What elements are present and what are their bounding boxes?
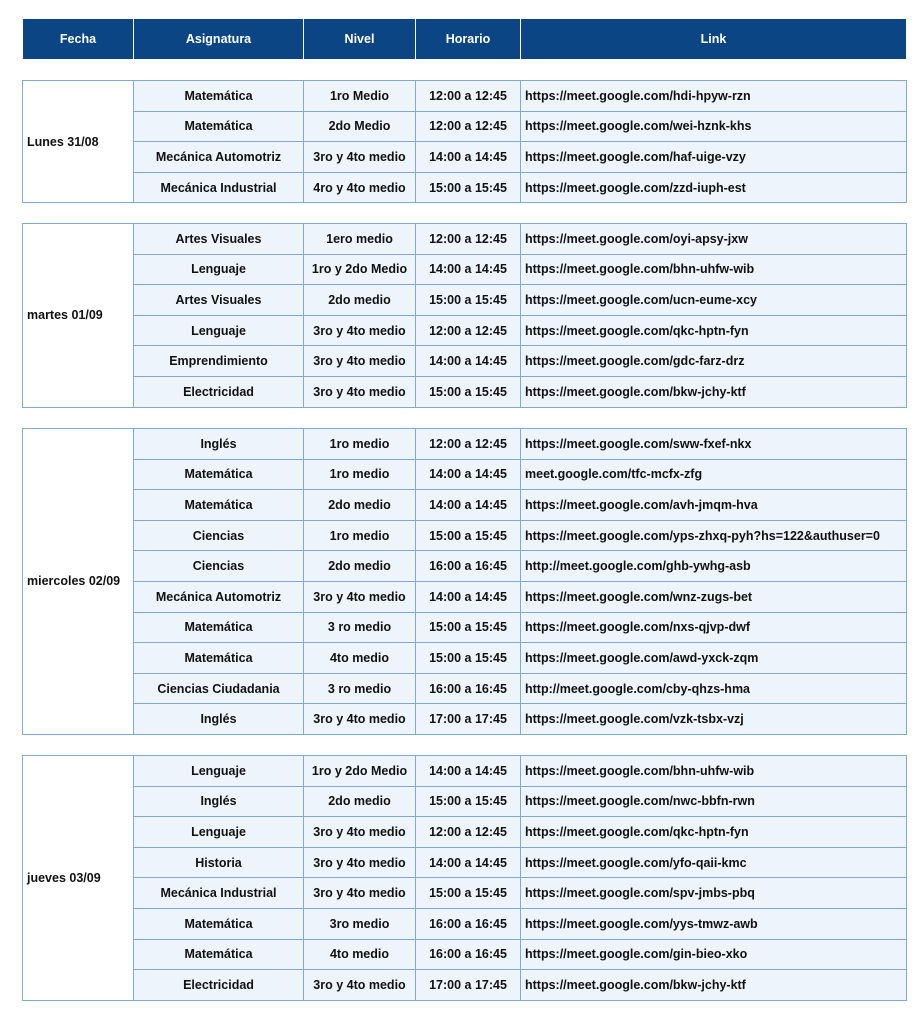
horario-cell: 14:00 a 14:45 (416, 459, 521, 490)
table-row (23, 285, 907, 316)
nivel-cell: 3ro y 4to medio (304, 142, 416, 173)
asignatura-cell: Mecánica Automotriz (134, 581, 304, 612)
meet-link[interactable]: https://meet.google.com/ucn-eume-xcy (521, 285, 907, 316)
header-link: Link (521, 19, 907, 59)
nivel-cell: 2do medio (304, 786, 416, 817)
asignatura-cell: Electricidad (134, 376, 304, 407)
table-row (23, 878, 907, 909)
asignatura-cell: Matemática (134, 490, 304, 521)
horario-cell: 12:00 a 12:45 (416, 817, 521, 848)
table-row (23, 172, 907, 203)
table-row (23, 847, 907, 878)
table-row (23, 490, 907, 521)
table-row (23, 224, 907, 255)
horario-cell: 15:00 a 15:45 (416, 643, 521, 674)
nivel-cell: 3ro y 4to medio (304, 878, 416, 909)
fecha-cell: miercoles 02/09 (23, 429, 134, 735)
nivel-cell: 3ro y 4to medio (304, 970, 416, 1001)
nivel-cell: 3 ro medio (304, 612, 416, 643)
table-row (23, 429, 907, 460)
horario-cell: 15:00 a 15:45 (416, 376, 521, 407)
asignatura-cell: Inglés (134, 704, 304, 735)
meet-link[interactable]: https://meet.google.com/spv-jmbs-pbq (521, 878, 907, 909)
horario-cell: 12:00 a 12:45 (416, 429, 521, 460)
day-group-jueves (22, 755, 907, 1001)
table-row (23, 704, 907, 735)
asignatura-cell: Mecánica Industrial (134, 878, 304, 909)
nivel-cell: 4to medio (304, 643, 416, 674)
asignatura-cell: Lenguaje (134, 315, 304, 346)
fecha-cell: martes 01/09 (23, 224, 134, 408)
table-row (23, 908, 907, 939)
table-row (23, 756, 907, 787)
asignatura-cell: Ciencias Ciudadania (134, 673, 304, 704)
meet-link[interactable]: https://meet.google.com/haf-uige-vzy (521, 142, 907, 173)
meet-link[interactable]: meet.google.com/tfc-mcfx-zfg (521, 459, 907, 490)
meet-link[interactable]: https://meet.google.com/vzk-tsbx-vzj (521, 704, 907, 735)
table-row (23, 643, 907, 674)
nivel-cell: 3ro y 4to medio (304, 817, 416, 848)
asignatura-cell: Matemática (134, 111, 304, 142)
asignatura-cell: Artes Visuales (134, 285, 304, 316)
nivel-cell: 3ro y 4to medio (304, 581, 416, 612)
nivel-cell: 1ro medio (304, 459, 416, 490)
nivel-cell: 4to medio (304, 939, 416, 970)
table-row (23, 939, 907, 970)
fecha-cell: jueves 03/09 (23, 756, 134, 1001)
asignatura-cell: Matemática (134, 908, 304, 939)
meet-link[interactable]: https://meet.google.com/nxs-qjvp-dwf (521, 612, 907, 643)
nivel-cell: 3ro y 4to medio (304, 847, 416, 878)
asignatura-cell: Inglés (134, 429, 304, 460)
nivel-cell: 3ro y 4to medio (304, 346, 416, 377)
table-row (23, 111, 907, 142)
table-row (23, 376, 907, 407)
horario-cell: 17:00 a 17:45 (416, 704, 521, 735)
horario-cell: 14:00 a 14:45 (416, 756, 521, 787)
horario-cell: 15:00 a 15:45 (416, 878, 521, 909)
horario-cell: 15:00 a 15:45 (416, 786, 521, 817)
table-row (23, 142, 907, 173)
meet-link[interactable]: http://meet.google.com/cby-qhzs-hma (521, 673, 907, 704)
asignatura-cell: Ciencias (134, 520, 304, 551)
table-row (23, 551, 907, 582)
horario-cell: 15:00 a 15:45 (416, 612, 521, 643)
header-nivel: Nivel (304, 19, 416, 59)
nivel-cell: 2do medio (304, 490, 416, 521)
meet-link[interactable]: https://meet.google.com/bhn-uhfw-wib (521, 756, 907, 787)
horario-cell: 12:00 a 12:45 (416, 111, 521, 142)
nivel-cell: 1ero medio (304, 224, 416, 255)
meet-link[interactable]: https://meet.google.com/wei-hznk-khs (521, 111, 907, 142)
meet-link[interactable]: https://meet.google.com/qkc-hptn-fyn (521, 315, 907, 346)
table-row (23, 81, 907, 112)
meet-link[interactable]: https://meet.google.com/oyi-apsy-jxw (521, 224, 907, 255)
day-group-miercoles (22, 428, 907, 735)
meet-link[interactable]: https://meet.google.com/bhn-uhfw-wib (521, 254, 907, 285)
horario-cell: 12:00 a 12:45 (416, 224, 521, 255)
horario-cell: 14:00 a 14:45 (416, 142, 521, 173)
horario-cell: 12:00 a 12:45 (416, 81, 521, 112)
asignatura-cell: Matemática (134, 643, 304, 674)
meet-link[interactable]: https://meet.google.com/bkw-jchy-ktf (521, 970, 907, 1001)
asignatura-cell: Electricidad (134, 970, 304, 1001)
table-row (23, 581, 907, 612)
schedule-header (22, 19, 907, 59)
meet-link[interactable]: https://meet.google.com/zzd-iuph-est (521, 172, 907, 203)
meet-link[interactable]: https://meet.google.com/qkc-hptn-fyn (521, 817, 907, 848)
table-row (23, 520, 907, 551)
nivel-cell: 1ro Medio (304, 81, 416, 112)
asignatura-cell: Mecánica Automotriz (134, 142, 304, 173)
table-row (23, 673, 907, 704)
nivel-cell: 3ro y 4to medio (304, 704, 416, 735)
meet-link[interactable]: https://meet.google.com/yys-tmwz-awb (521, 908, 907, 939)
meet-link[interactable]: https://meet.google.com/nwc-bbfn-rwn (521, 786, 907, 817)
table-row (23, 254, 907, 285)
horario-cell: 14:00 a 14:45 (416, 847, 521, 878)
header-horario: Horario (416, 19, 521, 59)
nivel-cell: 1ro medio (304, 429, 416, 460)
meet-link[interactable]: https://meet.google.com/gdc-farz-drz (521, 346, 907, 377)
asignatura-cell: Inglés (134, 786, 304, 817)
horario-cell: 16:00 a 16:45 (416, 673, 521, 704)
nivel-cell: 1ro medio (304, 520, 416, 551)
meet-link[interactable]: https://meet.google.com/avh-jmqm-hva (521, 490, 907, 521)
asignatura-cell: Matemática (134, 939, 304, 970)
asignatura-cell: Mecánica Industrial (134, 172, 304, 203)
horario-cell: 14:00 a 14:45 (416, 346, 521, 377)
horario-cell: 15:00 a 15:45 (416, 285, 521, 316)
asignatura-cell: Lenguaje (134, 254, 304, 285)
asignatura-cell: Matemática (134, 459, 304, 490)
header-row (23, 19, 907, 59)
table-row (23, 459, 907, 490)
day-group-martes (22, 223, 907, 408)
nivel-cell: 3ro medio (304, 908, 416, 939)
table-row (23, 315, 907, 346)
horario-cell: 16:00 a 16:45 (416, 551, 521, 582)
meet-link[interactable]: https://meet.google.com/sww-fxef-nkx (521, 429, 907, 460)
day-group-lunes (22, 80, 907, 203)
horario-cell: 14:00 a 14:45 (416, 254, 521, 285)
asignatura-cell: Lenguaje (134, 756, 304, 787)
horario-cell: 14:00 a 14:45 (416, 490, 521, 521)
meet-link[interactable]: http://meet.google.com/ghb-ywhg-asb (521, 551, 907, 582)
nivel-cell: 2do medio (304, 551, 416, 582)
meet-link[interactable]: https://meet.google.com/bkw-jchy-ktf (521, 376, 907, 407)
table-row (23, 346, 907, 377)
horario-cell: 16:00 a 16:45 (416, 908, 521, 939)
asignatura-cell: Matemática (134, 612, 304, 643)
table-row (23, 970, 907, 1001)
nivel-cell: 4ro y 4to medio (304, 172, 416, 203)
nivel-cell: 3ro y 4to medio (304, 376, 416, 407)
asignatura-cell: Emprendimiento (134, 346, 304, 377)
nivel-cell: 2do Medio (304, 111, 416, 142)
meet-link[interactable]: https://meet.google.com/hdi-hpyw-rzn (521, 81, 907, 112)
asignatura-cell: Historia (134, 847, 304, 878)
nivel-cell: 3ro y 4to medio (304, 315, 416, 346)
horario-cell: 14:00 a 14:45 (416, 581, 521, 612)
asignatura-cell: Artes Visuales (134, 224, 304, 255)
meet-link[interactable]: https://meet.google.com/gin-bieo-xko (521, 939, 907, 970)
nivel-cell: 3 ro medio (304, 673, 416, 704)
asignatura-cell: Matemática (134, 81, 304, 112)
header-asignatura: Asignatura (134, 19, 304, 59)
horario-cell: 15:00 a 15:45 (416, 172, 521, 203)
table-row (23, 817, 907, 848)
horario-cell: 16:00 a 16:45 (416, 939, 521, 970)
asignatura-cell: Lenguaje (134, 817, 304, 848)
header-fecha: Fecha (23, 19, 134, 59)
nivel-cell: 2do medio (304, 285, 416, 316)
meet-link[interactable]: https://meet.google.com/yfo-qaii-kmc (521, 847, 907, 878)
table-row (23, 786, 907, 817)
fecha-cell: Lunes 31/08 (23, 81, 134, 203)
meet-link[interactable]: https://meet.google.com/awd-yxck-zqm (521, 643, 907, 674)
meet-link[interactable]: https://meet.google.com/wnz-zugs-bet (521, 581, 907, 612)
nivel-cell: 1ro y 2do Medio (304, 254, 416, 285)
horario-cell: 17:00 a 17:45 (416, 970, 521, 1001)
table-row (23, 612, 907, 643)
horario-cell: 15:00 a 15:45 (416, 520, 521, 551)
asignatura-cell: Ciencias (134, 551, 304, 582)
meet-link[interactable]: https://meet.google.com/yps-zhxq-pyh?hs=122&authuser=0 (521, 520, 907, 551)
nivel-cell: 1ro y 2do Medio (304, 756, 416, 787)
horario-cell: 12:00 a 12:45 (416, 315, 521, 346)
